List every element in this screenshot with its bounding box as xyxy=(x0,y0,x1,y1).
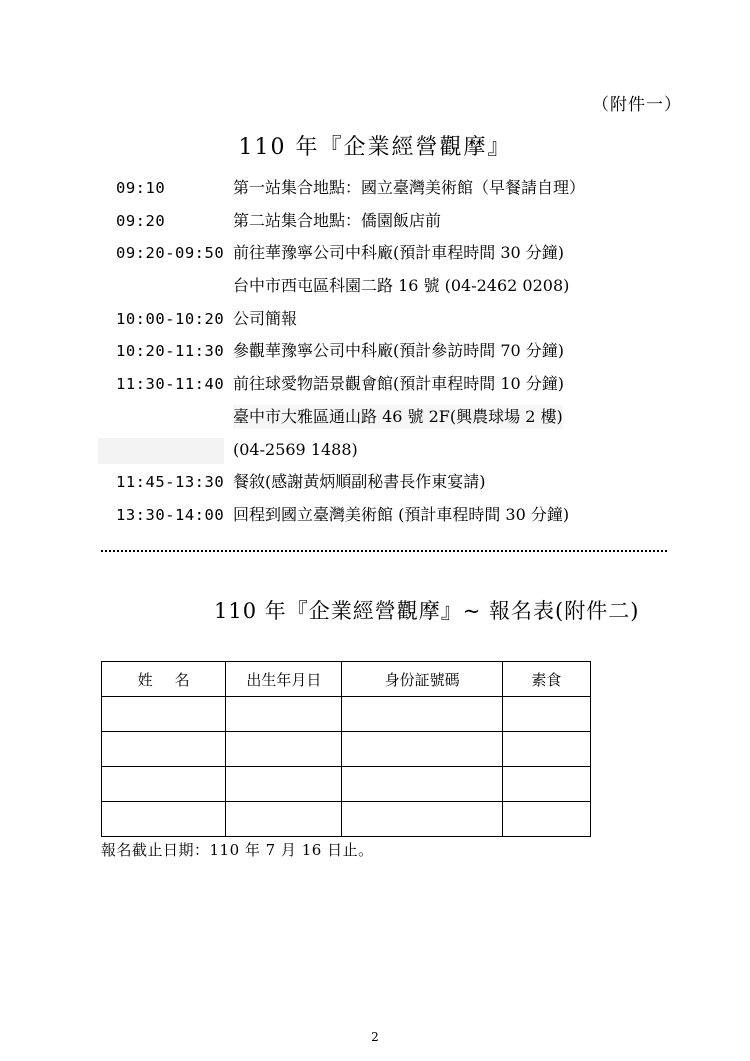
schedule-item xyxy=(116,503,716,536)
registration-table xyxy=(101,661,591,837)
column-header-name-label: 姓名 xyxy=(137,670,212,689)
schedule-item xyxy=(116,274,716,307)
cell-name[interactable] xyxy=(102,802,226,837)
cell-name[interactable] xyxy=(102,732,226,767)
schedule-list xyxy=(116,176,716,536)
schedule-item xyxy=(116,176,716,209)
column-header-birthdate: 出生年月日 xyxy=(226,662,342,697)
schedule-item xyxy=(116,405,716,438)
cell-id-number[interactable] xyxy=(342,802,502,837)
schedule-address: 臺中市大雅區通山路 46 號 2F(興農球場 2 樓) xyxy=(233,405,563,429)
cell-birthdate[interactable] xyxy=(226,802,342,837)
schedule-description: 公司簡報 xyxy=(233,308,298,328)
schedule-time: 09:10 xyxy=(116,179,166,197)
schedule-time: 11:45-13:30 xyxy=(116,473,225,492)
schedule-phone: (04-2569 1488) xyxy=(233,439,358,459)
schedule-item xyxy=(116,372,716,405)
schedule-time: 09:20-09:50 xyxy=(116,244,225,263)
column-header-id-number: 身份証號碼 xyxy=(342,662,502,697)
cell-birthdate[interactable] xyxy=(226,732,342,767)
schedule-item xyxy=(116,470,716,503)
column-header-vegetarian: 素食 xyxy=(502,662,590,697)
annex-label: （附件一） xyxy=(592,95,682,115)
table-row xyxy=(102,767,591,802)
schedule-time: 10:20-11:30 xyxy=(116,342,225,361)
table-row xyxy=(102,802,591,837)
schedule-address: 台中市西屯區科園二路 16 號 (04-2462 0208) xyxy=(233,276,570,296)
cell-birthdate[interactable] xyxy=(226,697,342,732)
schedule-item xyxy=(116,307,716,340)
schedule-time: 10:00-10:20 xyxy=(116,309,225,328)
schedule-description: 前往華豫寧公司中科廠(預計車程時間 30 分鐘) xyxy=(233,243,565,263)
cell-id-number[interactable] xyxy=(342,732,502,767)
schedule-time: 11:30-11:40 xyxy=(116,375,225,394)
schedule-item xyxy=(116,209,716,242)
schedule-item xyxy=(116,241,716,274)
cell-vegetarian[interactable] xyxy=(502,697,590,732)
cell-vegetarian[interactable] xyxy=(502,802,590,837)
cell-id-number[interactable] xyxy=(342,697,502,732)
page-title: 110 年『企業經營觀摩』 xyxy=(238,135,512,160)
schedule-description: 參觀華豫寧公司中科廠(預計參訪時間 70 分鐘) xyxy=(233,341,565,361)
cell-id-number[interactable] xyxy=(342,767,502,802)
schedule-description: 第一站集合地點：國立臺灣美術館（早餐請自理） xyxy=(233,178,586,197)
cell-vegetarian[interactable] xyxy=(502,732,590,767)
cell-name[interactable] xyxy=(102,697,226,732)
cell-birthdate[interactable] xyxy=(226,767,342,802)
page-number: 2 xyxy=(371,1030,379,1044)
schedule-item xyxy=(116,438,716,471)
table-row xyxy=(102,697,591,732)
schedule-item xyxy=(116,339,716,372)
schedule-description: 第二站集合地點：僑園飯店前 xyxy=(233,210,442,230)
cell-vegetarian[interactable] xyxy=(502,767,590,802)
table-header-row xyxy=(102,662,591,697)
cell-name[interactable] xyxy=(102,767,226,802)
table-row xyxy=(102,732,591,767)
dotted-divider xyxy=(101,550,667,552)
schedule-description: 前往球愛物語景觀會館(預計車程時間 10 分鐘) xyxy=(233,374,565,394)
schedule-time: 09:20 xyxy=(116,211,166,230)
column-header-name xyxy=(102,662,226,697)
registration-title: 110 年『企業經營觀摩』~ 報名表(附件二) xyxy=(214,599,640,623)
schedule-description: 回程到國立臺灣美術館 (預計車程時間 30 分鐘) xyxy=(233,504,570,524)
schedule-description: 餐敘(感謝黃炳順副秘書長作東宴請) xyxy=(233,472,486,492)
schedule-time: 13:30-14:00 xyxy=(116,505,225,524)
registration-deadline: 報名截止日期：110 年 7 月 16 日止。 xyxy=(101,841,374,859)
